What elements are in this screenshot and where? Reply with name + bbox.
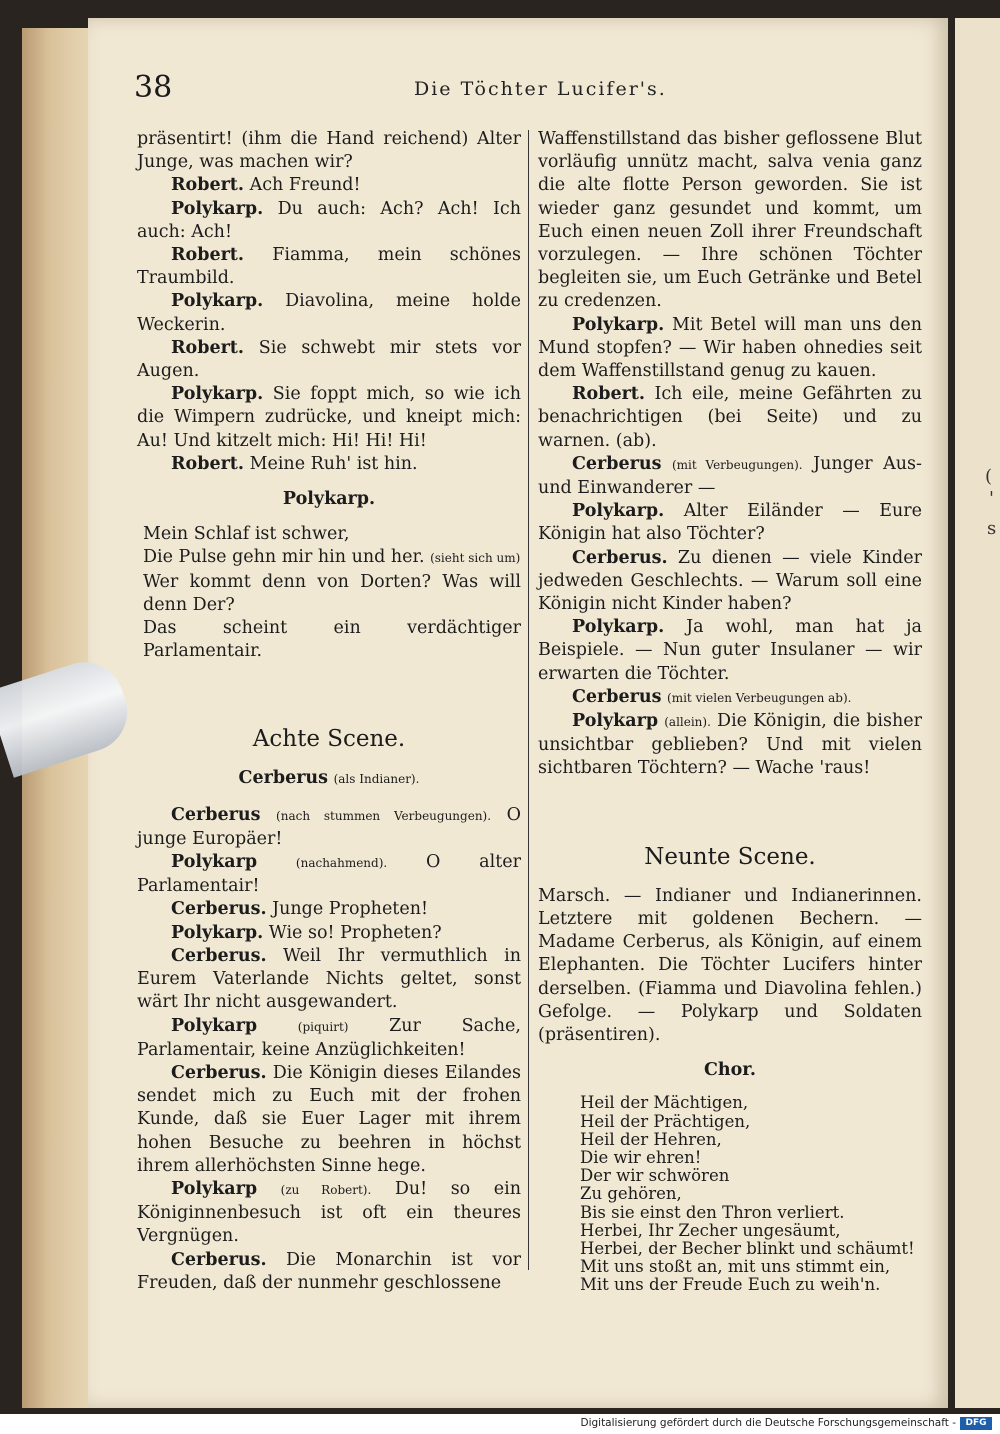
dialogue-line [538, 314, 922, 384]
speaker: Polykarp [171, 852, 258, 873]
song-title: Polykarp. [282, 489, 376, 510]
speaker: Cerberus [171, 804, 261, 825]
speaker: Polykarp. [171, 384, 264, 405]
verse: Heil der Mächtigen, [580, 1093, 749, 1113]
text: Alter Eiländer — Eure Königin hat also Töchter? [538, 501, 922, 545]
running-head: Die Töchter Lucifer's. [414, 78, 667, 100]
text: Junger Aus- und Einwanderer — [538, 453, 922, 499]
dialogue-line [538, 500, 922, 546]
verse: Heil der Hehren, [580, 1129, 722, 1149]
speaker: Cerberus. [171, 1249, 267, 1270]
text: Sie foppt mich, so wie ich die Wimpern zudrücke, und kneipt mich: Au! Und kitzelt mich: Hi! Hi! Hi! [137, 384, 521, 451]
speaker: Polykarp [171, 1015, 258, 1036]
text: Waffenstillstand das bisher geflossene Blut vorläufig unnütz macht, salva venia ganz die alte flotte Person geworden. Sie ist wieder ganz gesundet und kommt, um Euch einen neuen Zoll ihrer Freundschaft vorzulegen. — Ihre schönen Töchter begleiten sie, um Euch Getränke und Betel zu credenzen. [538, 129, 922, 312]
left-column [137, 128, 521, 1295]
text: Die Monarchin ist vor Freuden, daß der nunmehr geschlossene [137, 1249, 521, 1293]
verse: Mit uns der Freude Euch zu weih'n. [580, 1275, 881, 1295]
speaker: Robert. [171, 245, 244, 266]
speaker: Robert. [572, 384, 645, 405]
next-page-fragment: ' [989, 488, 994, 509]
speaker: Robert. [171, 337, 244, 358]
text: Meine Ruh' ist hin. [249, 453, 418, 474]
text: Ich eile, meine Gefährten zu benachrichtigen (bei Seite) und zu warnen. (ab). [538, 384, 922, 451]
dialogue-line [137, 1249, 521, 1295]
song-title: Chor. [703, 1060, 757, 1081]
speaker: Polykarp. [171, 198, 264, 219]
dialogue-line [137, 1062, 521, 1178]
text: Ja wohl, man hat ja Beispiele. — Nun guter Insulaner — wir erwarten die Töchter. [538, 617, 922, 684]
paragraph [137, 128, 521, 174]
text: Die Königin, die bisher unsichtbar geblieben? Und mit vielen sichtbaren Töchtern? — Wache 'raus! [538, 711, 922, 779]
right-column [538, 128, 922, 1295]
speaker: Cerberus. [171, 945, 267, 966]
dialogue-line [137, 174, 521, 197]
speaker: Polykarp. [171, 922, 264, 943]
speaker: Cerberus [238, 768, 328, 789]
speaker: Polykarp [572, 711, 659, 732]
verse: Wer kommt denn von Dorten? Was will denn Der? [143, 571, 521, 615]
next-page-edge [955, 18, 1000, 1408]
speaker: Cerberus [572, 453, 662, 474]
text: Mit Betel will man uns den Mund stopfen? — Wir haben ohnedies seit dem Waffenstillstand genug zu kauen. [538, 314, 922, 382]
speaker: Polykarp [171, 1178, 258, 1199]
verse [137, 546, 521, 570]
verse: Das scheint ein verdächtiger Parlamentair. [143, 618, 521, 662]
next-page-fragment: s [987, 518, 997, 539]
text: präsentirt! (ihm die Hand reichend) Alter Junge, was machen wir? [137, 129, 521, 173]
stage-direction: (piquirt) [297, 1019, 349, 1034]
dialogue-line [538, 547, 922, 617]
footer-bar [0, 1414, 1000, 1434]
speaker: Cerberus. [171, 1062, 267, 1083]
text: Die Pulse gehn mir hin und her. [143, 547, 425, 568]
verse: Bis sie einst den Thron verliert. [580, 1202, 845, 1222]
dialogue-line [538, 383, 922, 453]
scene-heading: Achte Scene. [252, 726, 406, 753]
text: Die Königin dieses Eilandes sendet mich zu Euch mit der frohen Kunde, daß sie Euer Lager mit ihrem hohen Besuche zu beehren in höchst ihrem allerhöchsten Sinne hege. [137, 1062, 521, 1176]
dialogue-line [137, 945, 521, 1015]
speaker: Polykarp. [572, 501, 665, 522]
paragraph [538, 128, 922, 314]
next-page-fragment: ( [985, 466, 993, 487]
speaker: Cerberus. [572, 547, 668, 568]
speaker: Cerberus. [171, 899, 267, 920]
page-header [134, 70, 914, 110]
text: Fiamma, mein schönes Traumbild. [137, 245, 521, 289]
text: Du! so ein Königinnenbesuch ist oft ein theures Vergnügen. [137, 1178, 521, 1247]
dfg-logo: DFG [960, 1417, 992, 1430]
dialogue-line [137, 804, 521, 851]
song-verses [137, 523, 521, 663]
verse: Herbei, Ihr Zecher ungesäumt, [580, 1220, 841, 1240]
text: Junge Propheten! [272, 899, 429, 920]
stage-direction: (mit Verbeugungen). [672, 457, 803, 472]
text: O junge Europäer! [137, 804, 521, 849]
text: Zu dienen — viele Kinder jedweden Geschlechts. — Warum soll eine Königin nicht Kinder haben? [538, 547, 922, 615]
dialogue-line [538, 453, 922, 500]
speaker: Polykarp. [572, 617, 665, 638]
stage-direction: (mit vielen Verbeugungen ab). [667, 690, 852, 705]
stage-direction: (nachahmend). [295, 856, 388, 871]
page-number: 38 [134, 70, 173, 105]
dialogue-line [137, 898, 521, 921]
dialogue-line [137, 383, 521, 453]
text: Zur Sache, Parlamentair, keine Anzüglichkeiten! [137, 1015, 521, 1060]
speaker: Polykarp. [171, 291, 264, 312]
dialogue-line [137, 337, 521, 383]
stage-direction: (als Indianer). [333, 772, 420, 787]
dialogue-line [538, 710, 922, 781]
text: Ach Freund! [249, 175, 361, 196]
verse: Mit uns stoßt an, mit uns stimmt ein, [580, 1257, 891, 1277]
stage-direction: (nach stummen Verbeugungen). [276, 808, 492, 823]
dialogue-line [137, 290, 521, 336]
dialogue-line [137, 922, 521, 945]
verse: Die wir ehren! [580, 1147, 702, 1167]
speaker: Polykarp. [572, 314, 665, 335]
column-divider [528, 130, 529, 1270]
stage-direction: (allein). [664, 715, 711, 730]
chorus-verses [538, 1094, 922, 1294]
text: O alter Parlamentair! [137, 852, 521, 897]
dialogue-line [538, 616, 922, 686]
dialogue-line [137, 244, 521, 290]
speaker: Cerberus [572, 686, 662, 707]
funding-note: Digitalisierung gefördert durch die Deutsche Forschungsgemeinschaft - [580, 1417, 956, 1429]
speaker: Robert. [171, 175, 244, 196]
verse: Herbei, der Becher blinkt und schäumt! [580, 1238, 915, 1258]
dialogue-line [137, 198, 521, 244]
verse: Der wir schwören [580, 1166, 730, 1186]
stage-direction-block [538, 885, 922, 1047]
dialogue-line [538, 686, 922, 710]
dialogue-line [137, 1015, 521, 1062]
dialogue-line [137, 851, 521, 898]
text: Diavolina, meine holde Weckerin. [137, 291, 521, 335]
text: Weil Ihr vermuthlich in Eurem Vaterlande Nichts geltet, sonst wärt Ihr nicht ausgewandert. [137, 945, 521, 1013]
dialogue-line [137, 1178, 521, 1249]
cast-line [137, 767, 521, 791]
scene-heading: Neunte Scene. [644, 843, 816, 870]
verse: Zu gehören, [580, 1184, 682, 1204]
speaker: Robert. [171, 453, 244, 474]
text: Du auch: Ach? Ach! Ich auch: Ach! [137, 198, 521, 242]
text: Wie so! Propheten? [268, 922, 442, 943]
verse: Mein Schlaf ist schwer, [143, 524, 350, 545]
dialogue-line [137, 453, 521, 476]
stage-direction: (sieht sich um) [430, 551, 521, 566]
stage-direction: (zu Robert). [280, 1182, 372, 1197]
verse: Heil der Prächtigen, [580, 1111, 751, 1131]
text: Sie schwebt mir stets vor Augen. [137, 337, 521, 382]
text: Marsch. — Indianer und Indianerinnen. Letztere mit goldenen Bechern. — Madame Cerberus, als Königin, auf einem Elephanten. Die Töchter Lucifers hinter derselben. (Fiamma und Diavolina fehlen.) Gefolge. — Polykarp und Soldaten (präsentiren). [538, 885, 922, 1045]
